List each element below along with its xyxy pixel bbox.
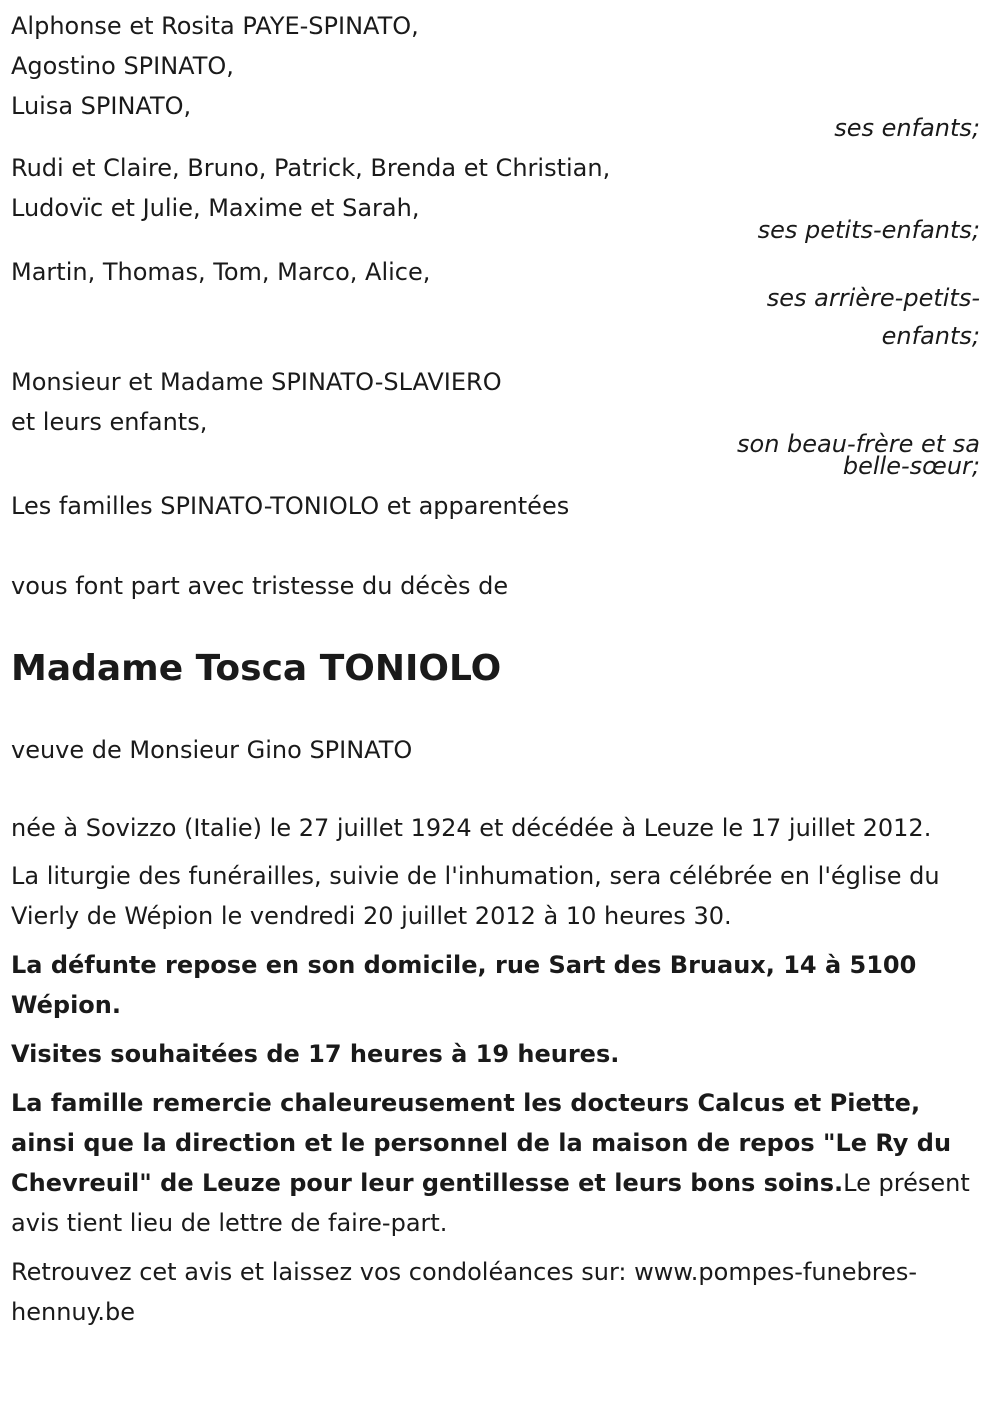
great-grandchildren-role-line-1: ses arrière-petits- — [766, 284, 980, 312]
widow-of: veuve de Monsieur Gino SPINATO — [11, 736, 413, 764]
announcement-intro: vous font part avec tristesse du décès de — [11, 572, 509, 600]
great-grandchildren-role-line-2: enfants; — [881, 322, 980, 350]
children-role: ses enfants; — [834, 114, 980, 142]
visiting-hours: Visites souhaitées de 17 heures à 19 heures. — [11, 1040, 620, 1068]
repose-location: La défunte repose en son domicile, rue Sart des Bruaux, 14 à 5100 Wépion. — [11, 951, 917, 1019]
in-laws-role-line-1: son beau-frère et sa — [737, 430, 980, 458]
grandchildren-role: ses petits-enfants; — [757, 216, 980, 244]
child-name-line: Luisa SPINATO, — [11, 92, 192, 120]
thanks-plain-text: Le présent avis tient lieu de lettre de faire-part. — [11, 1169, 970, 1237]
grandchild-name-line: Rudi et Claire, Bruno, Patrick, Brenda et Christian, — [11, 154, 611, 182]
child-name-line: Alphonse et Rosita PAYE-SPINATO, — [11, 12, 419, 40]
in-laws-group — [11, 362, 990, 486]
families-line — [11, 486, 990, 526]
grandchildren-group — [11, 148, 990, 250]
deceased-name: Madame Tosca TONIOLO — [11, 648, 502, 689]
great-grandchild-name-line: Martin, Thomas, Tom, Marco, Alice, — [11, 258, 431, 286]
condolences-link-text: Retrouvez cet avis et laissez vos condoléances sur: www.pompes-funebres-hennuy.be — [11, 1258, 918, 1326]
families-text: Les familles SPINATO-TONIOLO et apparentées — [11, 492, 570, 520]
thanks-bold-text: La famille remercie chaleureusement les docteurs Calcus et Piette, ainsi que la direction et le personnel de la maison de repos "Le Ry du Chevreuil" de Leuze pour leur gentillesse et leurs bons soins. — [11, 1089, 952, 1197]
in-laws-role-line-2: belle-sœur; — [842, 452, 980, 480]
child-name-line: Agostino SPINATO, — [11, 52, 234, 80]
funeral-liturgy: La liturgie des funérailles, suivie de l'inhumation, sera célébrée en l'église du Vierly de Wépion le vendredi 20 juillet 2012 à 10 heures 30. — [11, 862, 940, 930]
birth-death-dates: née à Sovizzo (Italie) le 27 juillet 1924 et décédée à Leuze le 17 juillet 2012. — [11, 814, 932, 842]
children-group — [11, 6, 990, 148]
in-law-name-line: et leurs enfants, — [11, 408, 208, 436]
thanks-paragraph — [11, 1083, 990, 1243]
great-grandchildren-group — [11, 252, 990, 356]
grandchild-name-line: Ludovïc et Julie, Maxime et Sarah, — [11, 194, 420, 222]
in-law-name-line: Monsieur et Madame SPINATO-SLAVIERO — [11, 368, 502, 396]
